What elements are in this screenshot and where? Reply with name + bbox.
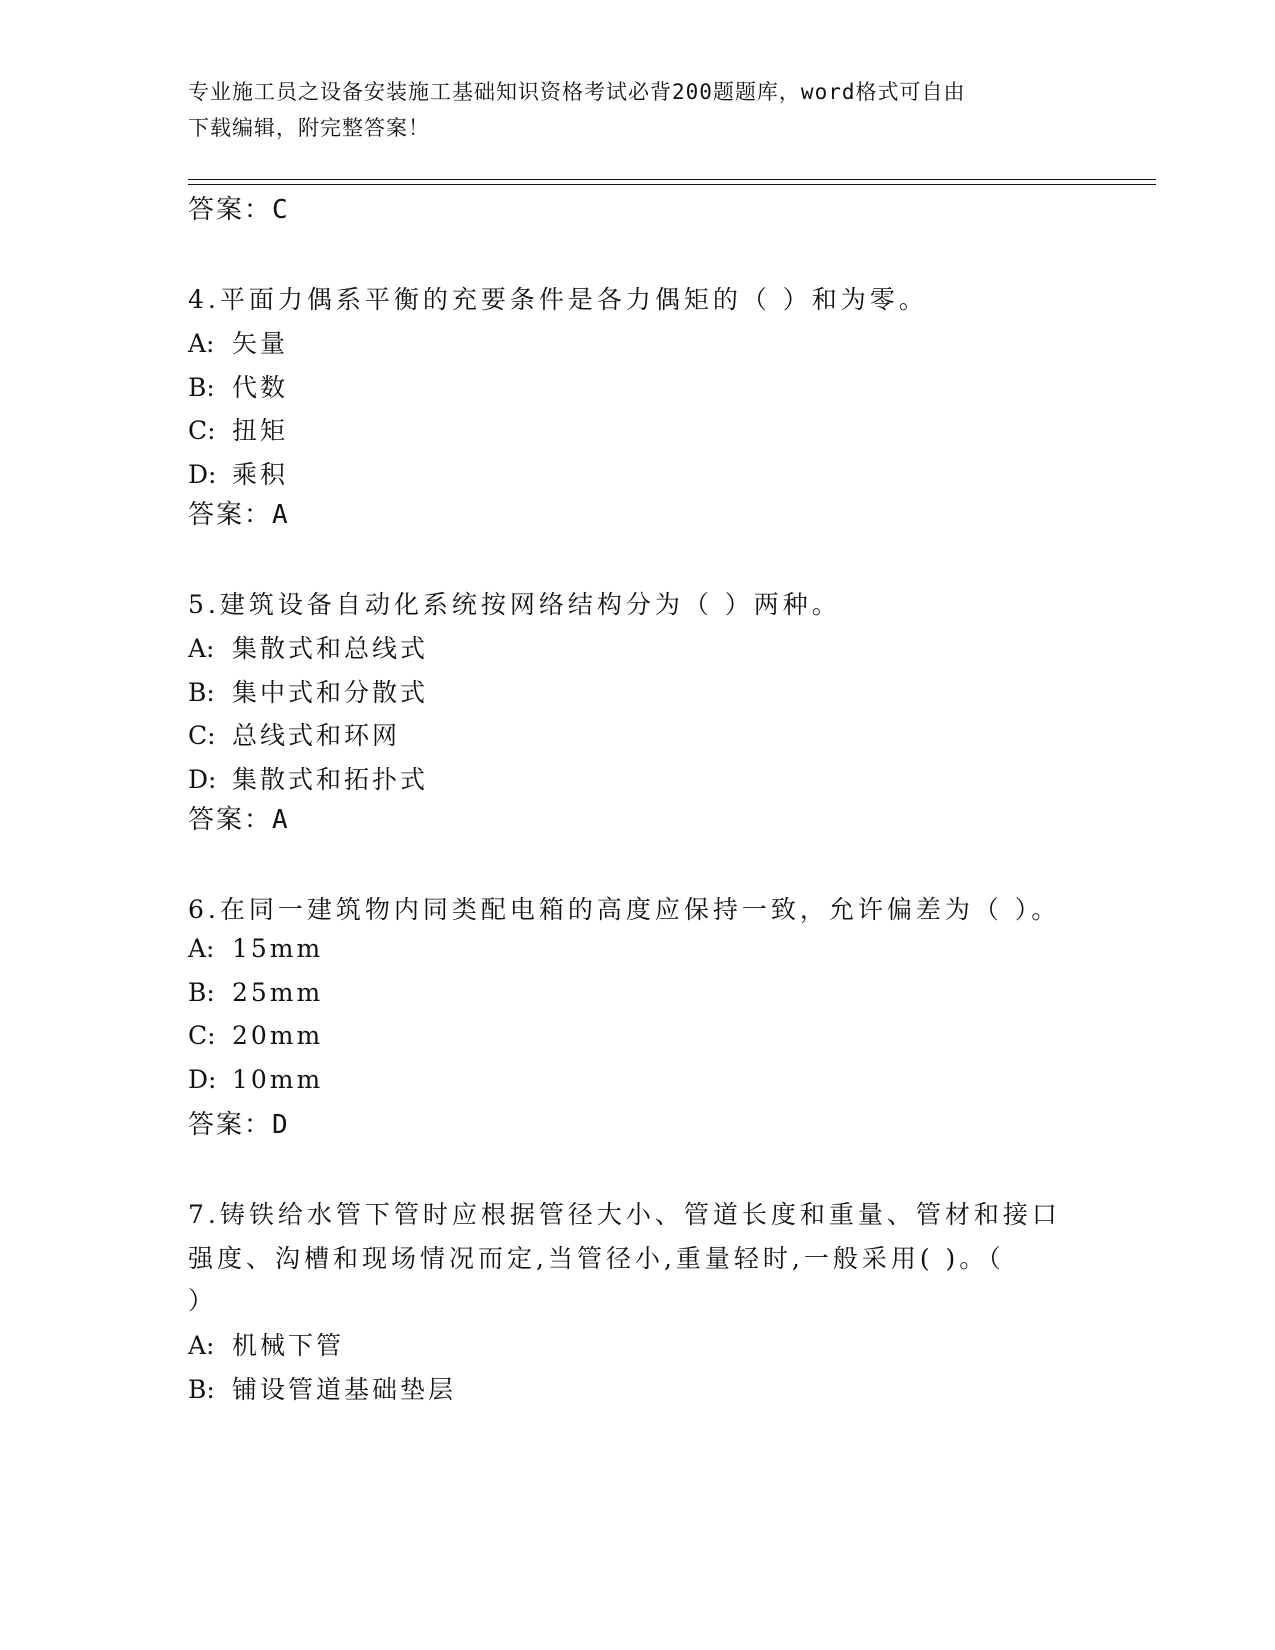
question-4-stem: 4.平面力偶系平衡的充要条件是各力偶矩的（ ）和为零。: [188, 285, 928, 314]
question-5-answer: 答案：A: [188, 805, 290, 835]
option-text: 25mm: [232, 978, 324, 1007]
option-key: A:: [188, 329, 215, 358]
option-text: 代数: [232, 373, 289, 402]
document-header: [188, 74, 1068, 146]
question-7-stem-line-1: 7.铸铁给水管下管时应根据管径大小、管道长度和重量、管材和接口: [188, 1200, 1061, 1229]
question-4-option-b: [188, 368, 288, 404]
option-text: 集散式和总线式: [232, 634, 429, 663]
question-5-option-c: [188, 716, 400, 752]
question-6-answer: 答案：D: [188, 1110, 290, 1140]
question-4-option-c: [188, 411, 288, 447]
option-key: D:: [188, 765, 217, 794]
option-text: 扭矩: [232, 416, 289, 445]
option-key: A:: [188, 634, 215, 663]
question-7-option-b: [188, 1370, 456, 1406]
question-6-option-c: [188, 1021, 323, 1050]
option-text: 总线式和环网: [232, 721, 401, 750]
question-7-stem-line-2: 强度、沟槽和现场情况而定,当管径小,重量轻时,一般采用( )。（: [188, 1244, 1005, 1273]
header-rule-top: [188, 179, 1156, 180]
question-4-option-d: [188, 455, 288, 491]
question-6-stem: 6.在同一建筑物内同类配电箱的高度应保持一致，允许偏差为（ ）。: [188, 895, 1061, 924]
option-key: D:: [188, 460, 217, 489]
option-key: C:: [188, 416, 216, 445]
option-text: 20mm: [232, 1021, 324, 1050]
option-key: A:: [188, 1331, 215, 1360]
option-key: C:: [188, 1021, 216, 1050]
option-key: C:: [188, 721, 216, 750]
question-5-option-a: [188, 629, 428, 665]
option-key: B:: [188, 373, 215, 402]
header-line-1: 专业施工员之设备安装施工基础知识资格考试必背200题题库，word格式可自由: [188, 80, 966, 104]
header-line-2: 下载编辑，附完整答案！: [188, 116, 430, 140]
question-6-option-b: [188, 978, 323, 1007]
option-text: 矢量: [232, 329, 289, 358]
question-4-answer: 答案：A: [188, 500, 290, 530]
question-5-option-d: [188, 760, 428, 796]
question-6-option-a: [188, 934, 323, 963]
option-key: D:: [188, 1065, 217, 1094]
question-7-stem-line-3: ）: [188, 1286, 218, 1315]
header-rule-bottom: [188, 184, 1156, 185]
option-text: 15mm: [232, 934, 324, 963]
question-5-option-b: [188, 673, 428, 709]
option-key: A:: [188, 934, 215, 963]
option-text: 机械下管: [232, 1331, 345, 1360]
question-4-option-a: [188, 324, 288, 360]
option-key: B:: [188, 678, 215, 707]
option-text: 10mm: [232, 1065, 324, 1094]
option-key: B:: [188, 978, 215, 1007]
option-text: 集散式和拓扑式: [232, 765, 429, 794]
option-text: 集中式和分散式: [232, 678, 429, 707]
prev-answer: 答案：C: [188, 195, 290, 225]
option-text: 铺设管道基础垫层: [232, 1375, 457, 1404]
question-7-option-a: [188, 1326, 344, 1362]
option-key: B:: [188, 1375, 215, 1404]
option-text: 乘积: [232, 460, 289, 489]
question-5-stem: 5.建筑设备自动化系统按网络结构分为（ ）两种。: [188, 590, 841, 619]
question-6-option-d: [188, 1065, 323, 1094]
